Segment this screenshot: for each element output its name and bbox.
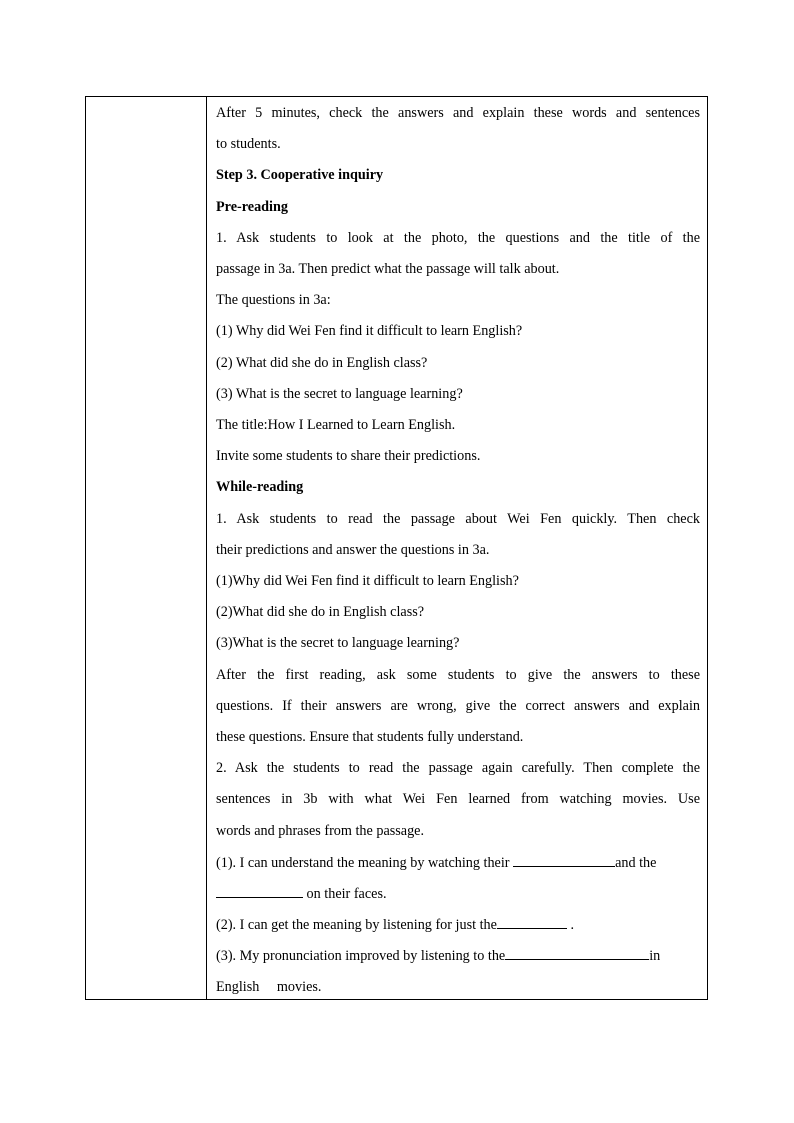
fill-text: (1). I can understand the meaning by watching their [216,855,510,871]
answer-blank[interactable] [497,915,567,929]
question-line: (3) What is the secret to language learning? [216,386,463,402]
text-line: their predictions and answer the questions in 3a. [216,542,490,558]
text-line: to students. [216,136,281,152]
fill-text: (3). My pronunciation improved by listening to the [216,948,506,964]
lesson-plan-table [85,96,708,1000]
fill-text: in [649,948,661,964]
section-heading: Pre-reading [216,199,288,215]
fill-text: on their faces. [306,886,387,902]
text-line: passage in 3a. Then predict what the passage will talk about. [216,261,560,277]
text-line: The questions in 3a: [216,292,331,308]
question-line: (1)Why did Wei Fen find it difficult to learn English? [216,573,519,589]
table-left-cell [86,97,207,999]
text-line: 2. Ask the students to read the passage again carefully. Then complete the [216,760,700,776]
text-line: After the first reading, ask some students to give the answers to these [216,667,700,683]
table-right-cell [207,97,707,999]
text-line: 1. Ask students to read the passage about Wei Fen quickly. Then check [216,511,700,527]
fill-text: and the [615,855,657,871]
fill-blank-line [216,915,700,934]
section-heading: While-reading [216,479,304,495]
fill-text: (2). I can get the meaning by listening for just the [216,917,497,933]
text-line: these questions. Ensure that students fully understand. [216,729,524,745]
section-heading: Step 3. Cooperative inquiry [216,167,384,183]
text-line: words and phrases from the passage. [216,823,425,839]
text-line: sentences in 3b with what Wei Fen learned from watching movies. Use [216,791,700,807]
fill-blank-line [216,853,700,872]
answer-blank[interactable] [513,853,615,867]
text-line: questions. If their answers are wrong, give the correct answers and explain [216,698,700,714]
text-line: Invite some students to share their predictions. [216,448,481,464]
fill-blank-line: English movies. [216,979,322,995]
question-line: (1) Why did Wei Fen find it difficult to learn English? [216,323,523,339]
question-line: (2)What did she do in English class? [216,604,425,620]
text-line: After 5 minutes, check the answers and explain these words and sentences [216,105,700,121]
fill-blank-line [216,946,700,965]
question-line: (3)What is the secret to language learning? [216,635,460,651]
question-line: (2) What did she do in English class? [216,355,428,371]
text-line: The title:How I Learned to Learn English. [216,417,456,433]
answer-blank[interactable] [505,946,649,960]
fill-blank-line [216,884,700,903]
answer-blank[interactable] [216,884,303,898]
fill-text: . [570,917,575,933]
text-line: 1. Ask students to look at the photo, the questions and the title of the [216,230,700,246]
